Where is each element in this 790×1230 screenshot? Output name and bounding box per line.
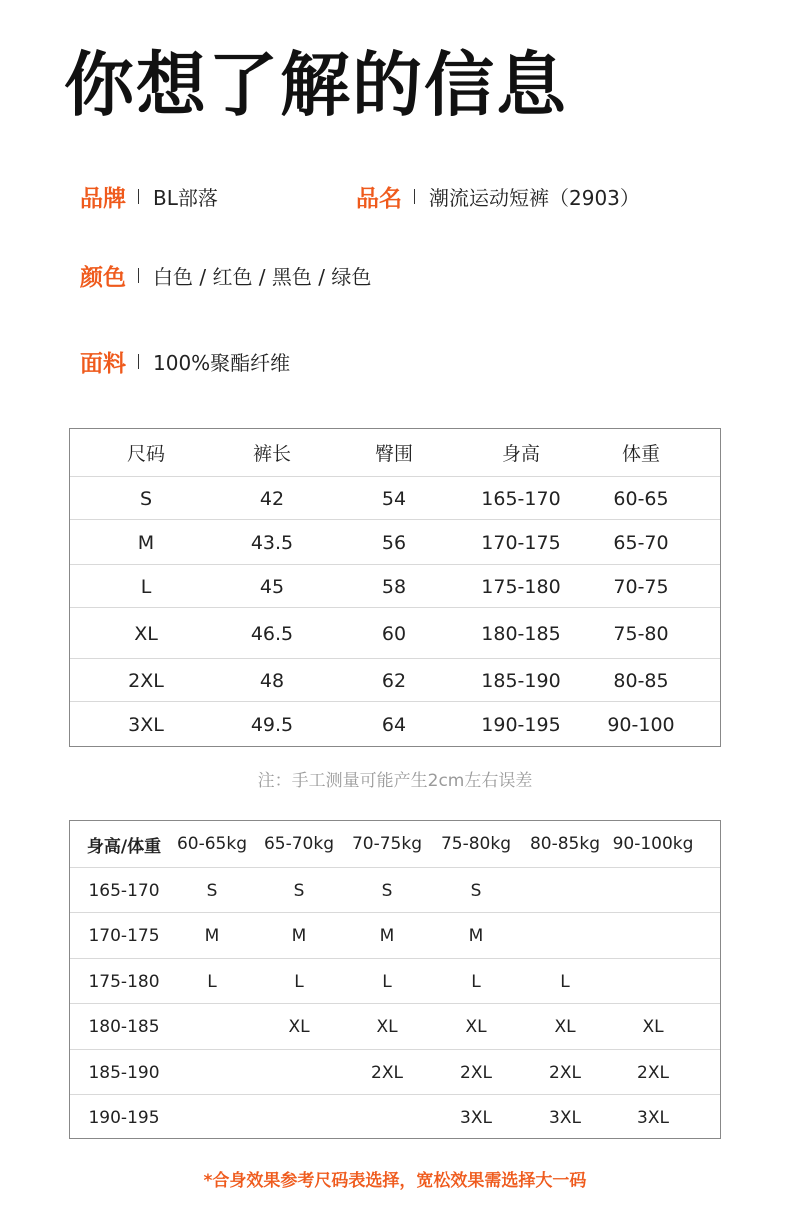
table-cell: XL xyxy=(465,1017,487,1037)
table-cell: 185-190 xyxy=(88,1062,160,1083)
table-cell xyxy=(598,868,708,913)
table-header-row xyxy=(70,429,720,476)
table-row xyxy=(70,519,720,565)
header-cell: 裤长 xyxy=(252,443,291,465)
table-cell: 58 xyxy=(381,575,407,598)
brand-label: 品牌 xyxy=(80,186,126,212)
table-cell: 54 xyxy=(381,487,407,510)
table-cell: L xyxy=(140,575,152,598)
table-cell: 3XL xyxy=(128,714,164,736)
table-cell: 175-180 xyxy=(88,971,160,992)
table-cell: 165-170 xyxy=(481,487,561,510)
table-cell: 3XL xyxy=(637,1107,669,1128)
table-cell: S xyxy=(293,880,305,901)
table-row xyxy=(70,1094,720,1140)
table-cell: S xyxy=(381,880,393,901)
table-cell: 2XL xyxy=(460,1062,492,1083)
table-cell: 70-75 xyxy=(613,575,669,598)
info-color xyxy=(80,259,371,292)
table-row xyxy=(70,701,720,748)
table-cell: 3XL xyxy=(460,1107,492,1128)
table-cell: XL xyxy=(376,1017,398,1037)
fit-table xyxy=(69,820,721,1139)
table-cell: 170-175 xyxy=(481,531,561,554)
table-cell: 75-80 xyxy=(613,622,669,645)
table-cell: XL xyxy=(288,1017,310,1037)
table-cell: 46.5 xyxy=(250,622,294,645)
table-cell: 2XL xyxy=(371,1062,403,1083)
table-cell: 180-185 xyxy=(481,622,561,645)
table-row xyxy=(70,658,720,702)
table-cell: 42 xyxy=(259,487,285,510)
table-row xyxy=(70,912,720,959)
header-cell: 身高 xyxy=(501,443,540,465)
page-title: 你想了解的信息 xyxy=(64,44,568,126)
name-label: 品名 xyxy=(356,186,402,212)
header-cell: 体重 xyxy=(621,443,660,465)
header-cell: 65-70kg xyxy=(263,834,335,854)
table-cell: 49.5 xyxy=(250,714,294,736)
table-cell: 90-100 xyxy=(607,714,675,736)
table-cell: 56 xyxy=(381,531,407,554)
table-cell xyxy=(598,959,708,1004)
table-cell: M xyxy=(204,926,220,946)
table-row xyxy=(70,1003,720,1050)
table-row xyxy=(70,1049,720,1095)
table-cell: 175-180 xyxy=(481,575,561,598)
table-cell: 190-195 xyxy=(88,1107,160,1128)
table-cell: 2XL xyxy=(128,669,164,692)
table-cell: 60-65 xyxy=(613,487,669,510)
table-row xyxy=(70,564,720,608)
table-cell: 2XL xyxy=(549,1062,581,1083)
table-cell: S xyxy=(206,880,218,901)
table-cell: 48 xyxy=(259,669,285,692)
table-cell: L xyxy=(207,971,217,992)
separator xyxy=(138,268,139,283)
info-brand xyxy=(80,180,218,213)
header-cell: 尺码 xyxy=(126,443,165,465)
separator xyxy=(414,189,415,204)
table-cell: L xyxy=(294,971,304,992)
size-table xyxy=(69,428,721,747)
fabric-label: 面料 xyxy=(80,351,126,377)
table-cell: XL xyxy=(134,622,158,645)
table-cell: 170-175 xyxy=(88,926,160,946)
header-cell: 臀围 xyxy=(374,443,413,465)
table-cell: 180-185 xyxy=(88,1017,160,1037)
fabric-value: 100%聚酯纤维 xyxy=(153,351,291,375)
header-cell: 60-65kg xyxy=(176,834,248,854)
separator xyxy=(138,189,139,204)
table-row xyxy=(70,958,720,1004)
info-fabric xyxy=(80,345,290,378)
table-cell: 62 xyxy=(381,669,407,692)
table-cell xyxy=(598,913,708,959)
table-cell: M xyxy=(379,926,395,946)
table-header-row xyxy=(70,821,720,867)
table-row xyxy=(70,867,720,913)
table-cell: L xyxy=(471,971,481,992)
table-row xyxy=(70,607,720,659)
header-cell: 90-100kg xyxy=(612,834,694,854)
table-cell: 45 xyxy=(259,575,285,598)
header-cell: 80-85kg xyxy=(529,834,601,854)
table-cell: M xyxy=(468,926,484,946)
table-cell: 65-70 xyxy=(613,531,669,554)
info-name xyxy=(356,180,640,213)
color-value: 白色 / 红色 / 黑色 / 绿色 xyxy=(153,265,372,289)
color-label: 颜色 xyxy=(80,265,126,291)
table-cell: XL xyxy=(554,1017,576,1037)
header-cell: 75-80kg xyxy=(440,834,512,854)
table-cell: 64 xyxy=(381,714,407,736)
fit-footnote: *合身效果参考尺码表选择，宽松效果需选择大一码 xyxy=(203,1171,587,1191)
table-cell: L xyxy=(560,971,570,992)
table-cell: XL xyxy=(642,1017,664,1037)
table-cell: L xyxy=(382,971,392,992)
table-cell: 3XL xyxy=(549,1107,581,1128)
table-cell: M xyxy=(291,926,307,946)
brand-value: BL部落 xyxy=(153,186,218,210)
table-row xyxy=(70,476,720,520)
table-cell: 165-170 xyxy=(88,880,160,901)
table-cell: 185-190 xyxy=(481,669,561,692)
separator xyxy=(138,354,139,369)
measurement-note: 注：手工测量可能产生2cm左右误差 xyxy=(257,771,533,791)
table-cell: 190-195 xyxy=(481,714,561,736)
table-cell: 43.5 xyxy=(250,531,294,554)
table-cell: M xyxy=(137,531,155,554)
name-value: 潮流运动短裤（2903） xyxy=(429,186,640,210)
table-cell: S xyxy=(139,487,153,510)
table-cell: 2XL xyxy=(637,1062,669,1083)
header-cell: 身高/体重 xyxy=(86,836,162,857)
table-cell: 80-85 xyxy=(613,669,669,692)
table-cell: 60 xyxy=(381,622,407,645)
table-cell: S xyxy=(470,880,482,901)
header-cell: 70-75kg xyxy=(351,834,423,854)
